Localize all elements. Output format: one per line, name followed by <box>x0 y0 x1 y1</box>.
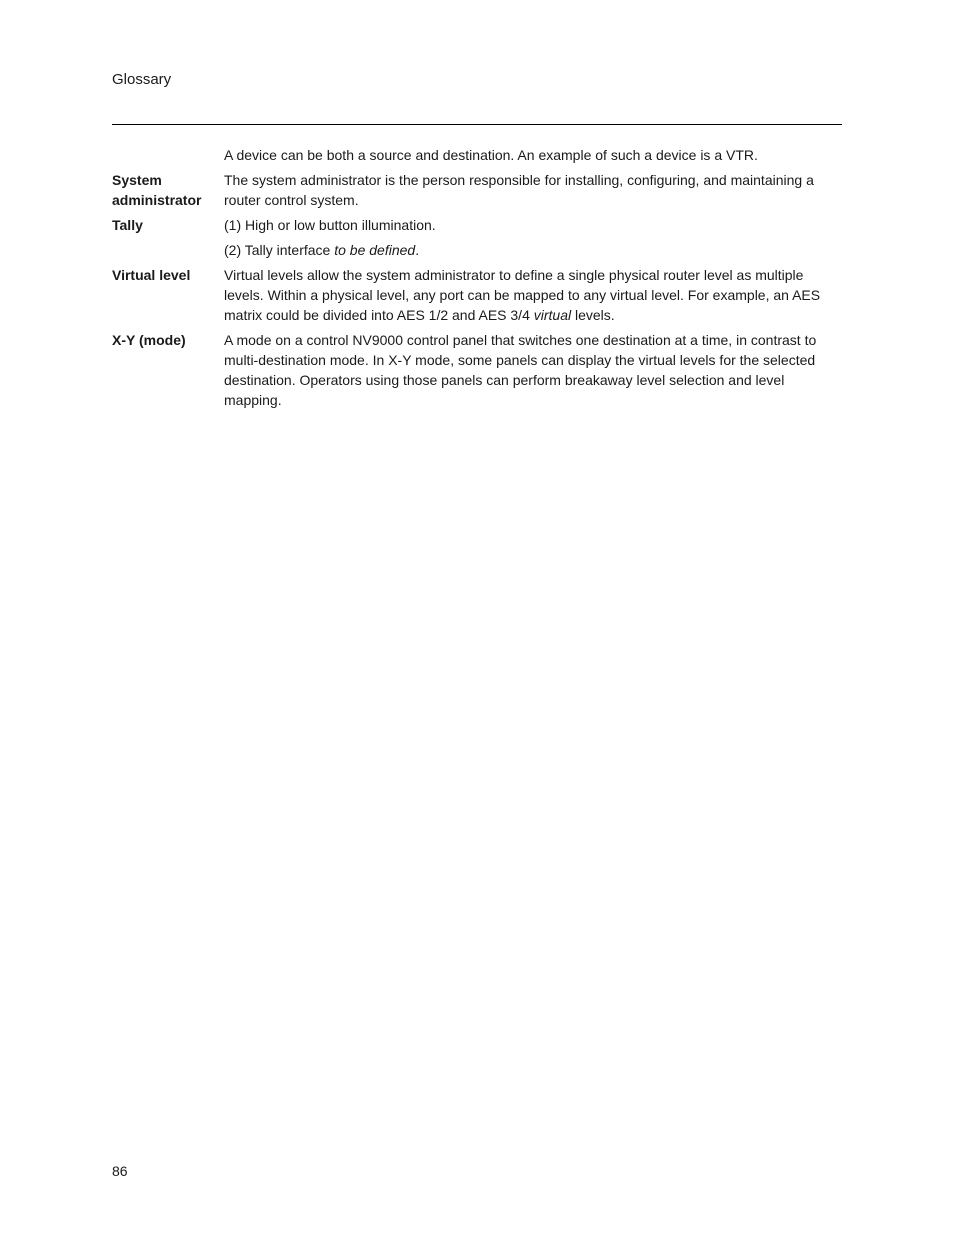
glossary-term: X-Y (mode) <box>112 332 186 348</box>
glossary-entry <box>112 215 842 235</box>
glossary-definition <box>224 215 842 235</box>
definition-emphasis: to be defined <box>334 242 416 258</box>
page-header-title: Glossary <box>112 71 172 88</box>
glossary-definition <box>224 240 842 260</box>
glossary-entry <box>112 265 842 325</box>
glossary-term <box>112 145 224 165</box>
definition-emphasis: virtual <box>533 307 572 323</box>
glossary-entry <box>112 330 842 410</box>
definition-text: levels. <box>571 307 615 323</box>
definition-text: . <box>415 242 420 258</box>
glossary-term: Tally <box>112 217 143 233</box>
definition-text: A mode on a control NV9000 control panel that switches one destination at a time, in contrast to multi-destination mode. In X-Y mode, some panels can display the virtual levels for the selected destination. Operators using those panels can perform breakaway level selection and level mapping. <box>224 332 817 408</box>
definition-text: Virtual levels allow the system administrator to define a single physical router level as multiple levels. Within a physical level, any port can be mapped to any virtual level. For example, an AES matrix could be divided into AES 1/2 and AES 3/4 <box>224 267 821 323</box>
glossary-entry <box>112 240 842 260</box>
glossary-term <box>112 240 224 260</box>
glossary-definition <box>224 170 842 210</box>
glossary-definition <box>224 330 842 410</box>
definition-text: (1) High or low button illumination. <box>224 217 436 233</box>
glossary-term: Virtual level <box>112 267 191 283</box>
glossary-entry <box>112 145 842 165</box>
glossary-list <box>112 145 842 415</box>
definition-text: A device can be both a source and destination. An example of such a device is a VTR. <box>224 147 758 163</box>
glossary-definition <box>224 265 842 325</box>
glossary-definition <box>224 145 842 165</box>
glossary-entry <box>112 170 842 210</box>
definition-text: The system administrator is the person responsible for installing, configuring, and maintaining a router control system. <box>224 172 814 208</box>
page-number: 86 <box>112 1163 128 1179</box>
definition-text: (2) Tally interface <box>224 242 335 258</box>
header-divider <box>112 124 842 125</box>
glossary-term: System administrator <box>112 172 202 208</box>
